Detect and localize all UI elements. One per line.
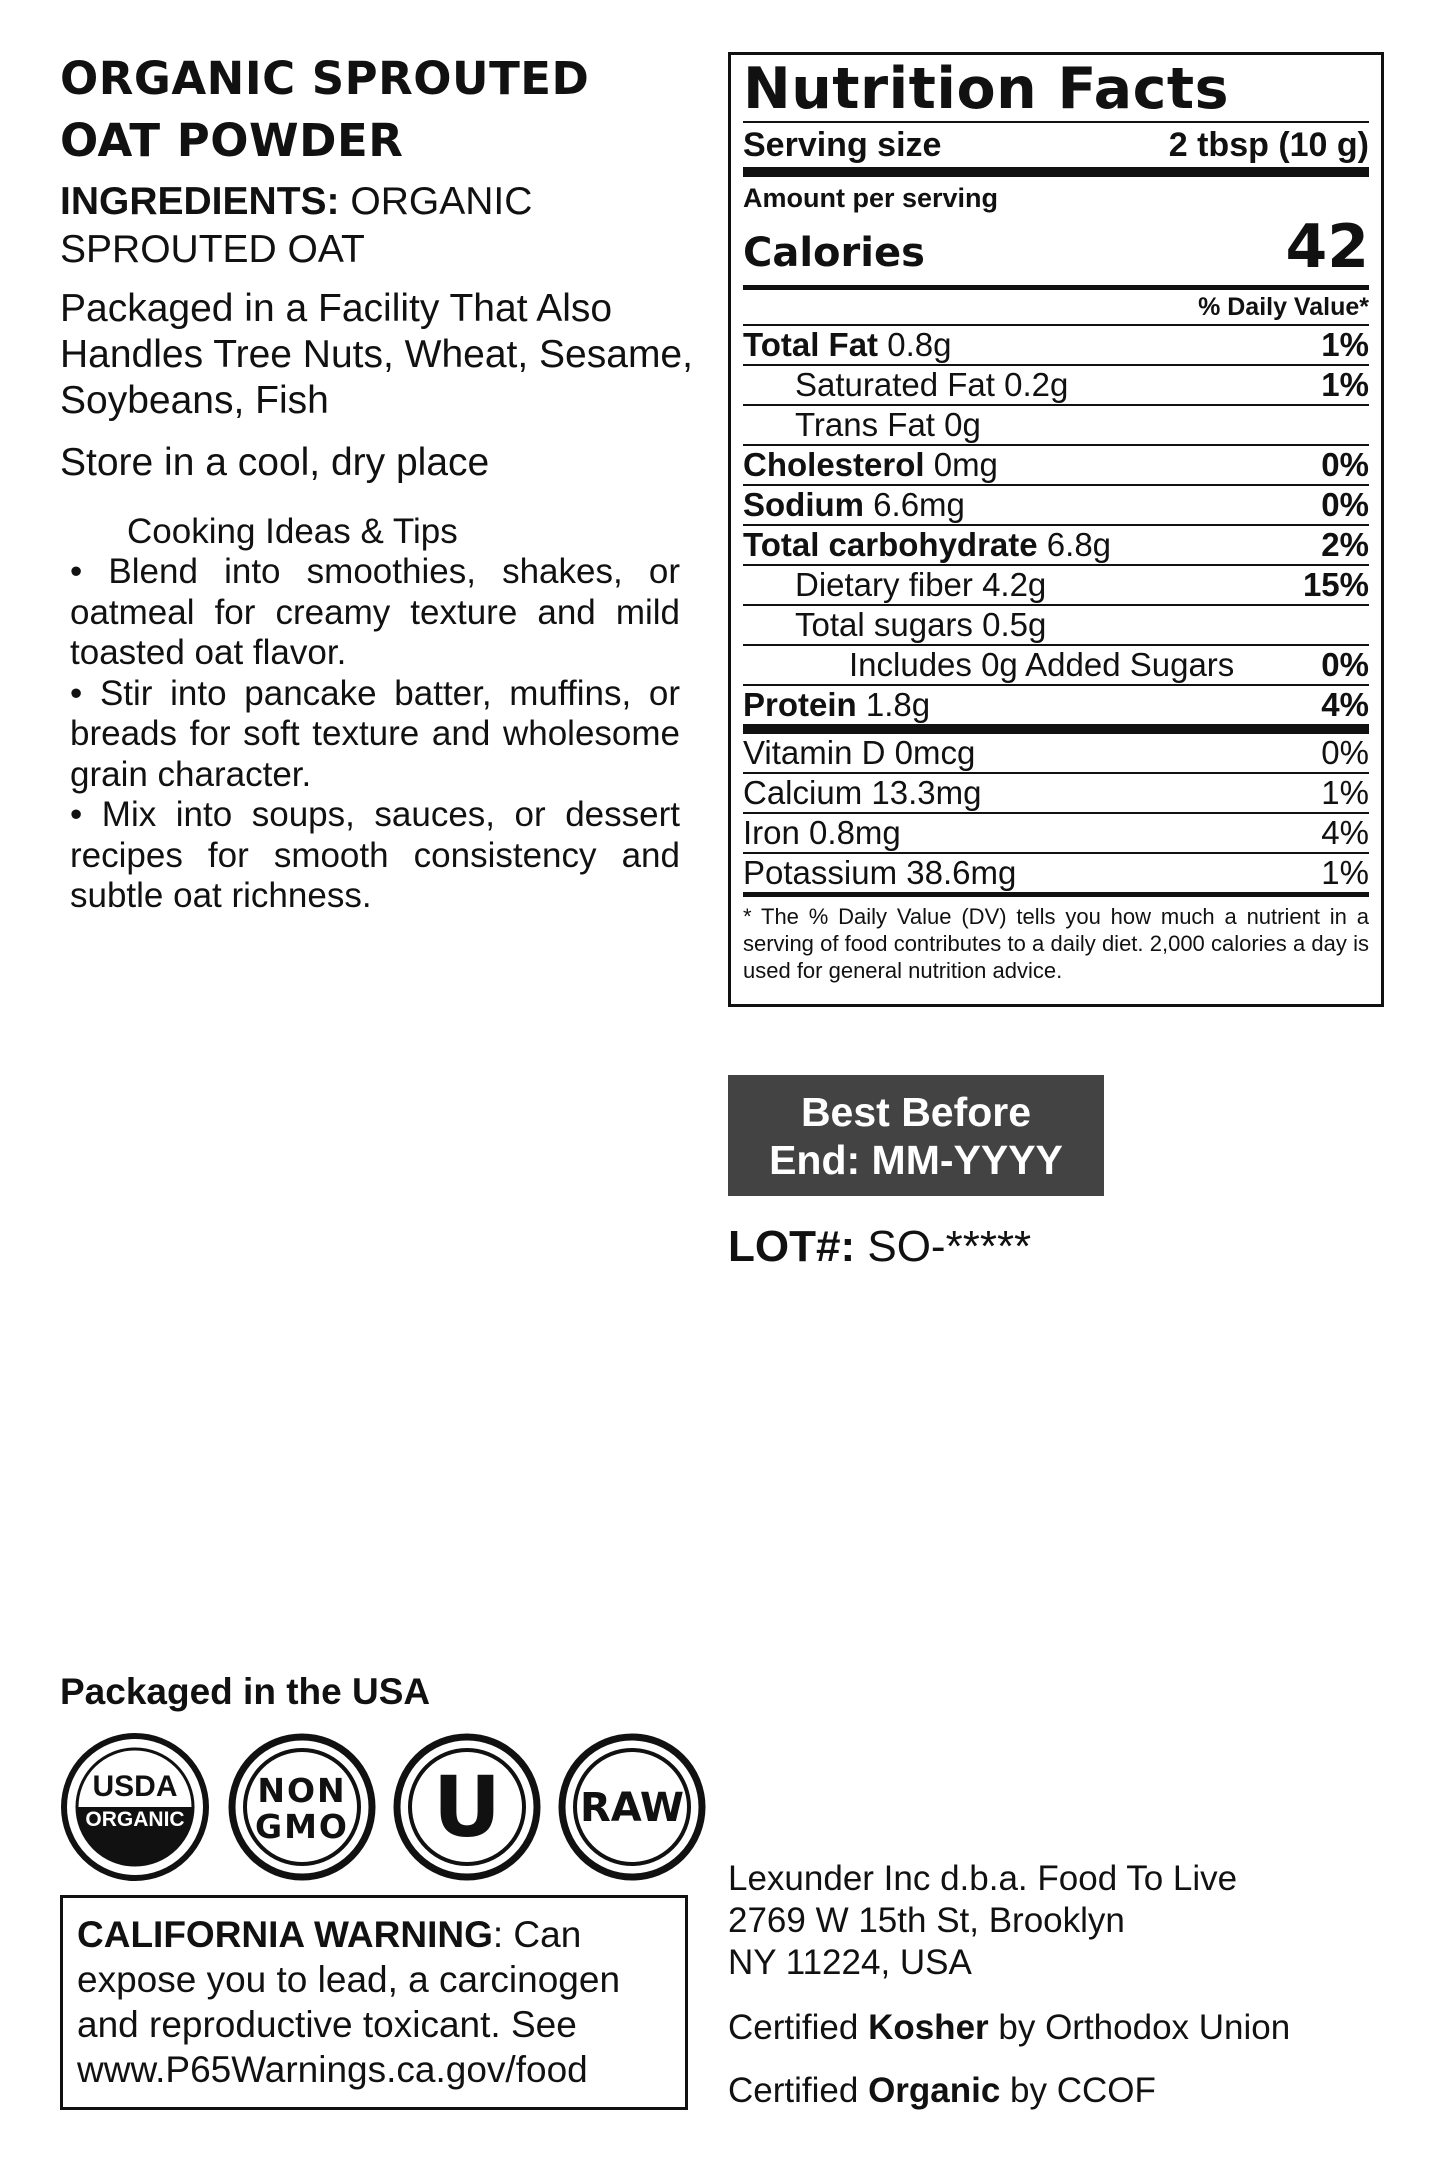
ingredients-label: INGREDIENTS: — [60, 180, 340, 223]
storage-instructions: Store in a cool, dry place — [60, 441, 490, 484]
nutrient-dv: 0% — [1321, 646, 1369, 683]
nutrient-dv: 1% — [1321, 774, 1369, 811]
nutrient-row-protein — [743, 684, 1369, 724]
nutrient-name: Cholesterol — [743, 446, 925, 483]
nutrient-dv: 0% — [1321, 734, 1369, 771]
seal-text: ORGANIC — [85, 1808, 185, 1831]
amount-per-serving: Amount per serving — [743, 183, 999, 213]
cert-prefix: Certified — [728, 2071, 869, 2110]
tips-list — [70, 552, 680, 917]
nutrient-amount: 13.3mg — [871, 774, 982, 811]
nutrient-name: Includes 0g Added Sugars — [849, 646, 1235, 683]
nutrient-name: Potassium — [743, 854, 898, 891]
company-address — [728, 1858, 1368, 1984]
nutrient-name: Dietary fiber — [795, 566, 973, 603]
nutrient-amount: 0.2g — [1004, 366, 1069, 403]
raw-seal-icon — [557, 1732, 707, 1882]
nutrient-row-cholesterol — [743, 444, 1369, 484]
nutrient-dv: 0% — [1321, 446, 1369, 483]
nutrient-row-total-carbohydrate — [743, 524, 1369, 564]
nutrient-name: Total sugars — [795, 606, 973, 643]
lot-label: LOT#: — [728, 1222, 856, 1271]
best-before-box — [728, 1075, 1104, 1196]
seal-text: NON — [257, 1771, 347, 1810]
best-before-line1: Best Before — [800, 1088, 1032, 1135]
seal-text: GMO — [255, 1807, 349, 1846]
nutrient-row-added-sugars — [743, 644, 1369, 684]
nutrient-name: Calcium — [743, 774, 863, 811]
daily-value-header: % Daily Value* — [1198, 293, 1369, 321]
nutrient-name: Total carbohydrate — [743, 526, 1038, 563]
cert-prefix: Certified — [728, 2008, 869, 2047]
nutrient-dv: 4% — [1321, 814, 1369, 851]
tip-item: • Blend into smoothies, shakes, or oatmeal for creamy texture and mild toasted oat flavor. — [70, 552, 680, 672]
nutrient-amount: 4.2g — [982, 566, 1047, 603]
nutrient-amount: 0.8mg — [809, 814, 901, 851]
nutrient-row-total-sugars — [743, 604, 1369, 644]
nutrient-dv: 0% — [1321, 486, 1369, 523]
nutrient-name: Sodium — [743, 486, 864, 523]
nutrient-dv: 15% — [1302, 566, 1369, 603]
nutrient-name: Protein — [743, 686, 857, 723]
nutrient-row-sodium — [743, 484, 1369, 524]
nutrient-amount: 0g — [944, 406, 981, 443]
nutrient-amount: 6.8g — [1046, 526, 1112, 563]
product-title-line1: ORGANIC SPROUTED — [60, 52, 590, 105]
product-title-line2: OAT POWDER — [60, 114, 404, 167]
lot-value: SO-***** — [867, 1222, 1032, 1271]
product-title — [60, 48, 680, 172]
nutrient-amount: 0mg — [933, 446, 998, 483]
cert-bold: Kosher — [868, 2008, 989, 2047]
best-before-line2: End: MM-YYYY — [769, 1136, 1063, 1183]
company-line: NY 11224, USA — [728, 1943, 972, 1982]
california-warning — [60, 1895, 688, 2110]
cert-bold: Organic — [868, 2071, 1001, 2110]
cert-suffix: by Orthodox Union — [988, 2008, 1291, 2047]
nutrient-amount: 0.8g — [887, 326, 952, 363]
serving-size-row — [743, 123, 1369, 167]
nutrient-amount: 6.6mg — [873, 486, 965, 523]
tips-heading: Cooking Ideas & Tips — [127, 512, 458, 551]
nutrient-row-trans-fat — [743, 404, 1369, 444]
serving-size-label: Serving size — [743, 126, 942, 164]
seal-text: U — [432, 1758, 502, 1856]
nutrient-amount: 1.8g — [865, 686, 931, 723]
seal-text: USDA — [92, 1770, 178, 1803]
calories-row — [743, 212, 1369, 282]
nutrient-name: Total Fat — [743, 326, 879, 363]
serving-size-value: 2 tbsp (10 g) — [1168, 126, 1369, 164]
usda-organic-seal-icon — [60, 1732, 210, 1882]
calories-label: Calories — [743, 230, 925, 276]
nutrient-name: Trans Fat — [795, 406, 935, 443]
daily-value-footnote: * The % Daily Value (DV) tells you how much a nutrient in a serving of food contributes to a daily diet. 2,000 calories a day is used for general nutrition advice. — [743, 904, 1369, 983]
nutrient-row-iron — [743, 812, 1369, 852]
nutrient-row-dietary-fiber — [743, 564, 1369, 604]
ingredients — [60, 178, 700, 274]
nutrient-name: Vitamin D — [743, 734, 886, 771]
nutrient-amount: 38.6mg — [906, 854, 1017, 891]
calories-value: 42 — [1285, 212, 1369, 282]
nutrient-row-total-fat — [743, 324, 1369, 364]
nutrition-facts-title: Nutrition Facts — [743, 56, 1230, 122]
nutrient-dv: 1% — [1321, 854, 1369, 891]
facility-statement: Packaged in a Facility That Also Handles Tree Nuts, Wheat, Sesame, Soybeans, Fish — [60, 287, 693, 422]
nutrient-amount: 0mcg — [894, 734, 976, 771]
tip-item: • Stir into pancake batter, muffins, or breads for soft texture and wholesome grain character. — [70, 673, 680, 794]
nutrition-facts-panel — [728, 52, 1384, 1007]
certification-organic — [728, 2070, 1156, 2112]
nutrient-name: Saturated Fat — [795, 366, 995, 403]
certification-kosher — [728, 2007, 1290, 2049]
lot-number — [728, 1221, 1031, 1273]
nutrient-row-saturated-fat — [743, 364, 1369, 404]
nutrient-dv: 1% — [1321, 366, 1369, 403]
ingredients-text: ORGANIC SPROUTED OAT — [60, 180, 533, 271]
nutrient-dv: 2% — [1321, 526, 1369, 563]
cert-suffix: by CCOF — [1000, 2071, 1156, 2110]
warning-label: CALIFORNIA WARNING — [77, 1914, 493, 1955]
nutrient-dv: 4% — [1321, 686, 1369, 723]
nutrient-row-potassium — [743, 852, 1369, 892]
nutrient-row-calcium — [743, 772, 1369, 812]
nutrient-row-vitamin-d — [743, 734, 1369, 772]
warning-text: : Can expose you to lead, a carcinogen and reproductive toxicant. See www.P65Warnings.ca.gov/food — [77, 1914, 621, 2090]
tip-item: • Mix into soups, sauces, or dessert recipes for smooth consistency and subtle oat richness. — [70, 795, 680, 915]
packaged-in-usa: Packaged in the USA — [60, 1671, 431, 1712]
kosher-ou-seal-icon — [392, 1732, 542, 1882]
company-line: 2769 W 15th St, Brooklyn — [728, 1901, 1125, 1940]
nutrient-amount: 0.5g — [982, 606, 1047, 643]
non-gmo-seal-icon — [227, 1732, 377, 1882]
company-line: Lexunder Inc d.b.a. Food To Live — [728, 1859, 1238, 1898]
nutrient-name: Iron — [743, 814, 800, 851]
seal-text: RAW — [579, 1785, 685, 1831]
nutrient-dv: 1% — [1321, 326, 1369, 363]
